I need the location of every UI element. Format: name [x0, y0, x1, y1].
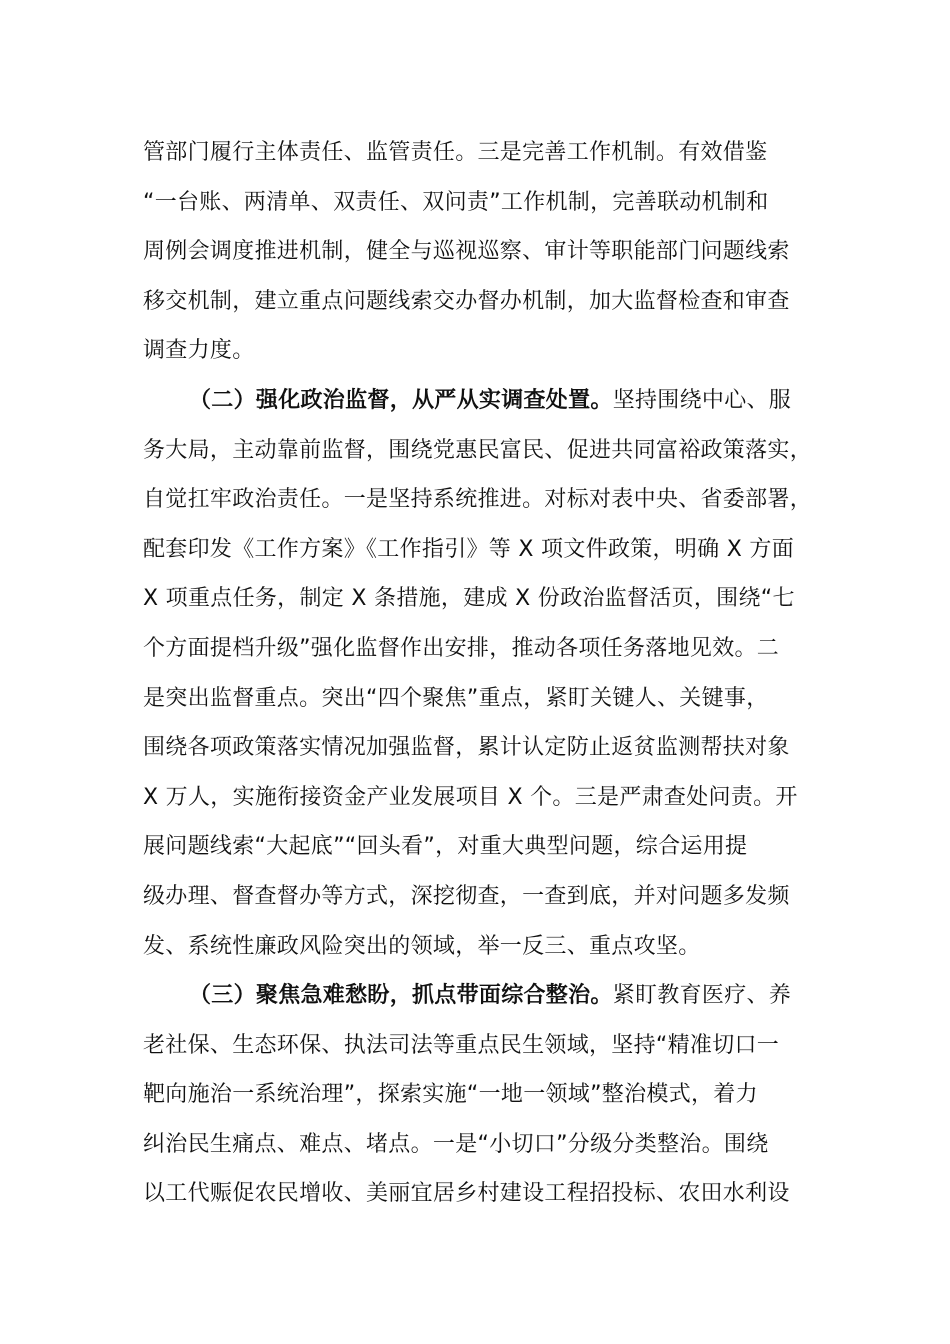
paragraph-line: 级办理、督查督办等方式，深挖彻查，一查到底，并对问题多发频 — [143, 883, 790, 909]
paragraph-line: 展问题线索“大起底”“回头看”，对重大典型问题，综合运用提 — [143, 834, 748, 860]
paragraph-line: 周例会调度推进机制，健全与巡视巡察、审计等职能部门问题线索 — [143, 239, 790, 265]
paragraph-line: 以工代赈促农民增收、美丽宜居乡村建设工程招投标、农田水利设 — [143, 1181, 790, 1207]
paragraph-line: 纠治民生痛点、难点、堵点。一是“小切口”分级分类整治。围绕 — [143, 1131, 769, 1157]
section-heading: （二）强化政治监督，从严从实调查处置。 — [189, 387, 613, 413]
document-body — [143, 128, 843, 1219]
paragraph-line: 个方面提档升级”强化监督作出安排，推动各项任务落地见效。二 — [143, 635, 780, 661]
paragraph-line: 移交机制，建立重点问题线索交办督办机制，加大监督检查和审查 — [143, 288, 790, 314]
paragraph-first-line — [143, 376, 843, 426]
paragraph-line: 是突出监督重点。突出“四个聚焦”重点，紧盯关键人、关键事， — [143, 685, 769, 711]
paragraph-line: 管部门履行主体责任、监管责任。三是完善工作机制。有效借鉴 — [143, 140, 768, 165]
paragraph-line: X 万人，实施衔接资金产业发展项目 X 个。三是严肃查处问责。开 — [143, 784, 798, 810]
paragraph-line: 围绕各项政策落实情况加强监督，累计认定防止返贫监测帮扶对象 — [143, 735, 790, 761]
section-heading: （三）聚焦急难愁盼，抓点带面综合整治。 — [189, 983, 613, 1009]
paragraph-line: 靶向施治一系统治理”，探索实施“一地一领域”整治模式，着力 — [143, 1082, 758, 1108]
paragraph-first-line — [143, 971, 843, 1021]
paragraph-line: 务大局，主动靠前监督，围绕党惠民富民、促进共同富裕政策落实， — [143, 437, 813, 463]
paragraph-line: X 项重点任务，制定 X 条措施，建成 X 份政治监督活页，围绕“七 — [143, 586, 795, 612]
paragraph-line: 自觉扛牢政治责任。一是坚持系统推进。对标对表中央、省委部署， — [143, 487, 813, 513]
paragraph-line: 发、系统性廉政风险突出的领域，举一反三、重点攻坚。 — [143, 933, 701, 959]
paragraph-line: 配套印发《工作方案》《工作指引》等 X 项文件政策，明确 X 方面 — [143, 536, 795, 562]
paragraph-line: 老社保、生态环保、执法司法等重点民生领域，坚持“精准切口一 — [143, 1032, 780, 1058]
paragraph-line: “一台账、两清单、双责任、双问责”工作机制，完善联动机制和 — [143, 189, 769, 215]
paragraph-text: 紧盯教育医疗、养 — [612, 983, 792, 1009]
paragraph-1 — [143, 128, 843, 376]
paragraph-2 — [143, 376, 843, 971]
paragraph-text: 坚持围绕中心、服 — [612, 387, 792, 413]
paragraph-3 — [143, 971, 843, 1219]
paragraph-line: 调查力度。 — [143, 338, 255, 364]
